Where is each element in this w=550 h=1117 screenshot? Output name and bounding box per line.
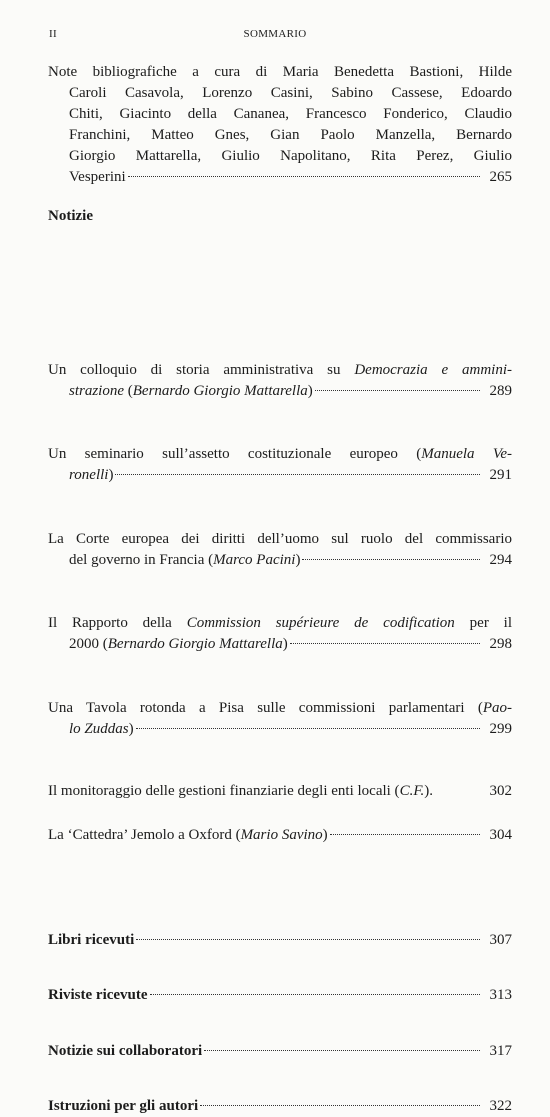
entry-text: La ‘Cattedra’ Jemolo a Oxford ( (48, 827, 241, 843)
entry-text: per il (454, 615, 512, 631)
page-ref: 289 (489, 383, 512, 399)
entry-text: 2000 ( (69, 636, 108, 652)
entry-text: ) (282, 636, 288, 652)
entry-text: ) (295, 552, 301, 568)
entry-author: C.F. (399, 783, 425, 799)
entry-author: Mario Savino (240, 827, 323, 843)
dot-leader (290, 643, 480, 644)
entry-italic-text: strazione (69, 383, 125, 399)
dot-leader (150, 994, 480, 995)
toc-entry (48, 825, 512, 846)
dot-leader (200, 1105, 480, 1106)
page-ref: 299 (489, 721, 512, 737)
entry-author: Manuela Ve- (421, 446, 512, 462)
bibliography-line: Chiti, Giacinto della Cananea, Francesco Fonderico, Claudio (69, 106, 512, 122)
toc-entry (48, 698, 512, 740)
page-ref: 298 (489, 636, 512, 652)
dot-leader (315, 390, 480, 391)
toc-entry (48, 781, 512, 802)
entry-italic-text: Commission supérieure de codification (186, 615, 455, 631)
page-ref: 302 (489, 783, 512, 799)
entry-author: lo Zuddas (69, 721, 129, 737)
entry-text: del governo in Francia ( (69, 552, 214, 568)
entry-text: ) (128, 721, 134, 737)
entry-text: La Corte europea dei diritti dell’uomo sul ruolo del commissario (48, 531, 512, 547)
dot-leader (128, 176, 480, 177)
page-ref: 294 (489, 552, 512, 568)
toc-entry-bibliography (48, 62, 512, 188)
entry-title: Libri ricevuti (48, 932, 135, 948)
toc-entry (48, 529, 512, 571)
bibliography-line: Giorgio Mattarella, Giulio Napolitano, Rita Perez, Giulio (69, 148, 512, 164)
toc-entry (48, 360, 512, 402)
page-ref: 304 (489, 827, 512, 843)
page-ref: 291 (489, 467, 512, 483)
entry-author: Bernardo Giorgio Mattarella (132, 383, 308, 399)
page-header (0, 28, 550, 44)
page-ref: 317 (489, 1043, 512, 1059)
bibliography-line: Vesperini (69, 169, 126, 185)
entry-text: ) (307, 383, 313, 399)
page-ref: 307 (489, 932, 512, 948)
dot-leader (204, 1050, 480, 1051)
toc-entry (48, 613, 512, 655)
entry-text: ) (322, 827, 328, 843)
page-number: II (49, 28, 57, 40)
entry-text: ). (424, 783, 434, 799)
dot-leader (330, 834, 480, 835)
bibliography-line: Franchini, Matteo Gnes, Gian Paolo Manzella, Bernardo (69, 127, 512, 143)
entry-italic-text: Democrazia e ammini- (354, 362, 512, 378)
bibliography-line: Caroli Casavola, Lorenzo Casini, Sabino Cassese, Edoardo (69, 85, 512, 101)
entry-title: Notizie sui collaboratori (48, 1043, 203, 1059)
entry-text: Un colloquio di storia amministrativa su (48, 362, 355, 378)
entry-title: Riviste ricevute (48, 987, 148, 1003)
bibliography-line: Note bibliografiche a cura di Maria Benedetta Bastioni, Hilde (48, 64, 512, 80)
entry-text: Un seminario sull’assetto costituzionale europeo ( (48, 446, 422, 462)
page-ref: 322 (489, 1098, 512, 1114)
section-title-notizie: Notizie (48, 208, 93, 224)
entry-text: ) (108, 467, 114, 483)
entry-title: Istruzioni per gli autori (48, 1098, 199, 1114)
bibliography-last-line (48, 167, 512, 188)
entry-author: Marco Pacini (213, 552, 296, 568)
dot-leader (302, 559, 480, 560)
toc-entry-riviste-ricevute (48, 985, 512, 1006)
page-ref: 313 (489, 987, 512, 1003)
entry-text: ( (124, 383, 133, 399)
entry-text: Il monitoraggio delle gestioni finanziarie degli enti locali ( (48, 783, 400, 799)
entry-author: Bernardo Giorgio Mattarella (107, 636, 283, 652)
entry-text: Una Tavola rotonda a Pisa sulle commissioni parlamentari ( (48, 700, 483, 716)
entry-author: ronelli (69, 467, 109, 483)
entry-text: Il Rapporto della (48, 615, 187, 631)
toc-entry (48, 444, 512, 486)
page-ref: 265 (489, 169, 512, 185)
dot-leader (136, 939, 480, 940)
toc-entry-istruzioni-autori (48, 1096, 512, 1117)
running-title: SOMMARIO (243, 28, 307, 40)
toc-entry-libri-ricevuti (48, 930, 512, 951)
entry-author: Pao- (482, 700, 512, 716)
dot-leader (136, 728, 480, 729)
dot-leader (115, 474, 480, 475)
toc-entry-notizie-collaboratori (48, 1041, 512, 1062)
